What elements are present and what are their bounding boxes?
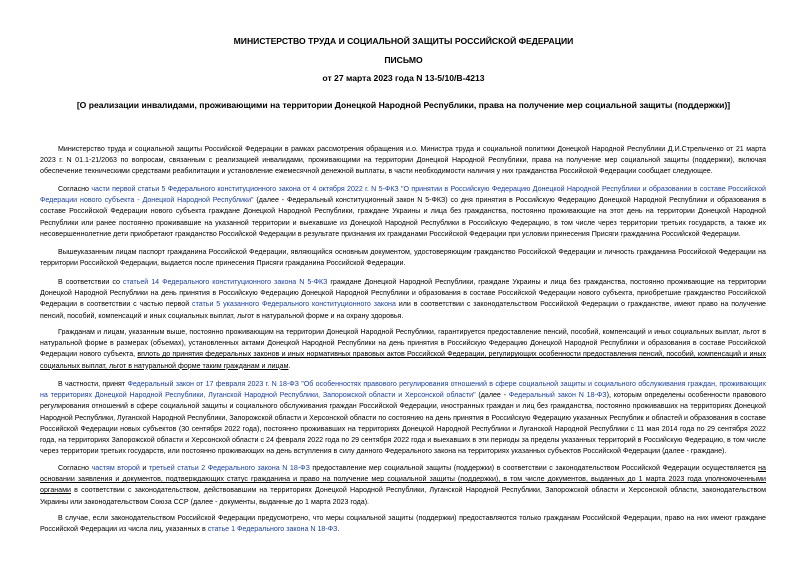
law-5-fkz-article-5-link[interactable]: части первой статьи 5 Федерального конституционного закона от 4 октября 2022 г. N 5-ФКЗ "О принятии в Российскую Федерацию Донецкой Народной Республики и образовании в составе Российской Федерации нового субъекта - Донецкой Народной Республики" [40, 185, 766, 205]
paragraph-text: В случае, если законодательством Российской Федерации предусмотрено, что меры социальной защиты (поддержки) предоставляются только гражданам Российской Федерации, право на них имеют граждане Российской Федерации из числа лиц, указанных в [40, 514, 766, 534]
paragraph-text: В частности, принят [58, 380, 128, 388]
paragraph-8 [40, 513, 766, 535]
underlined-text: вплоть до принятия федеральных законов и иных нормативных правовых актов Российской Федерации, регулирующих особенности предоставления пенсий, пособий, компенсаций и иных социальных выплат, льгот в натуральной форме таким гражданам и лицам [40, 350, 766, 370]
paragraph-text: или в соответствии с законодательством Российской Федерации о гражданстве, имеют право на получение пенсий, пособий, компенсаций и иных социальных выплат, льгот в натуральной форме и на охрану здоровья. [40, 300, 766, 320]
paragraph-text: Гражданам и лицам, указанным выше, постоянно проживающим на территории Донецкой Народной Республики, гарантируется предоставление пенсий, пособий, компенсаций и иных социальных выплат, льгот в натуральной форме в размерах (объемах), установленных актами Донецкой Народной Республики на день принятия в Российскую Федерацию Донецкой Народной Республики и образования в составе Российской Федерации нового субъекта, [40, 328, 766, 359]
paragraph-text: и [139, 464, 149, 472]
law-5-fkz-article-5-link-2[interactable]: статьи 5 указанного Федерального конституционного закона [192, 300, 396, 309]
law-18-fz-article-2-link[interactable]: третьей статьи 2 Федерального закона N 18-ФЗ [148, 464, 310, 472]
underlined-text: на основании заявления и документов, подтверждающих статус гражданина и право на получение мер социальной защиты (поддержки), в том числе документов, выданных до 1 марта 2023 года уполномоченными органами [40, 464, 766, 495]
paragraph-text: предоставление мер социальной защиты (поддержки) в соответствии с законодательством Российской Федерации осуществляется [309, 464, 759, 472]
paragraph-text: Согласно [58, 464, 92, 472]
paragraph-5 [40, 327, 766, 372]
paragraph-3: Вышеуказанным лицам паспорт гражданина Российской Федерации, являющийся основным документом, удостоверяющим гражданство Российской Федерации и личность гражданина Российской Федерации на территории Российской Федерации, выдается после принесения Присяги гражданина Российской Федерации. [40, 248, 766, 268]
paragraph-4 [40, 277, 766, 322]
federal-law-18-fz-short-link[interactable]: Федеральный закон N 18-ФЗ [508, 391, 607, 400]
federal-law-18-fz-link[interactable]: Федеральный закон от 17 февраля 2023 г. N 18-ФЗ "Об особенностях правового регулирования отношений в сфере социальной защиты и социального обслуживания граждан, проживающих на территориях Донецкой Народной Республики, Луганской Народной Республики, Запорожской области и Херсонской области" [40, 380, 766, 400]
paragraph-7 [40, 463, 766, 508]
paragraph-1: Министерство труда и социальной защиты Российской Федерации в рамках рассмотрения обращения и.о. Министра труда и социальной политики Донецкой Народной Республики Д.И.Стрельченко от 21 марта 2023 г. N 01.1-21/2063 по вопросам, связанным с реализацией инвалидами, проживающими на территории Донецкой Народной Республики, права на получение мер социальной защиты (поддержки), включая обеспечение техническими средствами реабилитации и установление ежемесячной денежной выплаты, в части необходимости наличия у них гражданства Российской Федерации сообщает следующее. [40, 145, 766, 176]
document-date-number: от 27 марта 2023 года N 13-5/10/В-4213 [322, 73, 485, 83]
law-18-fz-article-1-link[interactable]: статье 1 Федерального закона N 18-ФЗ [207, 525, 338, 534]
paragraph-6 [40, 379, 766, 457]
paragraph-2 [40, 184, 766, 240]
paragraph-text: ), которым определены особенности правового регулирования отношений в сфере социальной защиты и социального обслуживания граждан Российской Федерации, иностранных граждан и лиц без гражданства, постоянно проживавших на территориях Донецкой Народной Республики, Луганской Народной Республики, Запорожской области и Херсонской области по состоянию на день принятия в Российскую Федерацию указанных Республик и областей и образования в составе Российской Федерации новых субъектов (30 сентября 2022 года), постоянно проживавших на территориях Донецкой Народной Республики и Луганской Народной Республики с 11 мая 2014 года по 29 сентября 2022 года, на территориях Запорожской области и Херсонской области с 24 февраля 2022 года по 29 сентября 2022 года и выехавших в эти периоды за пределы указанных территорий в Российскую Федерацию, в том числе через территории третьих государств, или постоянно проживающих на день вступления в силу данного Федерального закона на территориях указанных субъектов Российской Федерации (далее - граждане). [40, 391, 766, 456]
law-18-fz-part-2-link[interactable]: частям второй [91, 464, 140, 472]
paragraph-text: (далее - Федеральный конституционный закон N 5-ФКЗ) со дня принятия в Российскую Федерацию Донецкой Народной Республики и образования в составе Российской Федерации нового субъекта граждане Донецкой Народной Республики, граждане Украины и лица без гражданства, постоянно проживающие на этот день на территории Донецкой Народной Республики или ранее постоянно проживавшие на указанной территории и выехавшие из Донецкой Народной Республики в Российскую Федерацию, в том числе через территории третьих государств, а также их несовершеннолетние дети приобретают гражданство Российской Федерации в результате признания их гражданами Российской Федерации при условии принесения Присяги гражданина Российской Федерации. [40, 196, 767, 238]
paragraph-text: граждане Донецкой Народной Республики, граждане Украины и лица без гражданства, постоянно проживающие на территории Донецкой Народной Республики на день принятия в Российскую Федерацию Донецкой Народной Республики и образования в составе Российской Федерации нового субъекта, приобретшие гражданство Российской Федерации в соответствии с частью первой [40, 278, 766, 309]
paragraph-text: в соответствии с законодательством, действовавшим на территориях Донецкой Народной Республики, Луганской Народной Республики, Запорожской области и Херсонской области, законодательством Украины или законодательством Союза ССР (далее - документы, выданные до 1 марта 2023 года). [40, 486, 766, 506]
paragraph-text: . [337, 525, 340, 534]
paragraph-text: В соответствии со [58, 278, 123, 286]
paragraph-text: (далее - [475, 391, 509, 400]
paragraph-text: Согласно [58, 185, 92, 193]
paragraph-text: . [288, 361, 291, 370]
law-5-fkz-article-14-link[interactable]: статьей 14 Федерального конституционного закона N 5-ФКЗ [122, 278, 328, 286]
document-type: ПИСЬМО [384, 55, 423, 65]
document-subject: [О реализации инвалидами, проживающими на территории Донецкой Народной Республики, права на получение мер социальной защиты (поддержки)] [76, 100, 731, 110]
ministry-heading: МИНИСТЕРСТВО ТРУДА И СОЦИАЛЬНОЙ ЗАЩИТЫ РОССИЙСКОЙ ФЕДЕРАЦИИ [233, 36, 574, 46]
